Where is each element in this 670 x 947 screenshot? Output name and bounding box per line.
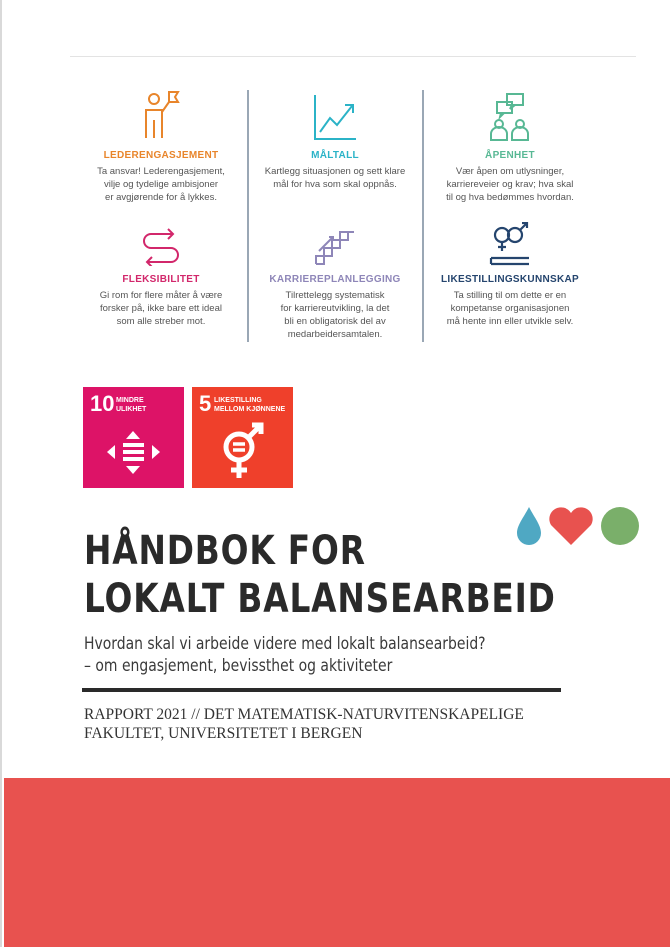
- value-title: ÅPENHET: [485, 150, 535, 161]
- career-stairs-icon: [313, 224, 357, 266]
- value-title: MÅLTALL: [311, 150, 359, 161]
- value-description: Kartlegg situasjonen og sett klare mål for hva som skal oppnås.: [264, 166, 406, 190]
- value-title: FLEKSIBILITET: [122, 274, 200, 285]
- column-divider: [247, 90, 249, 342]
- value-description: Tilrettelegg systematisk for karriereutvikling, la det bli en obligatorisk del av medarbeidersamtalen.: [280, 290, 390, 340]
- circle-icon: [601, 507, 639, 545]
- value-title: LEDERENGASJEMENT: [103, 150, 219, 161]
- value-title: LIKESTILLINGSKUNNSKAP: [441, 274, 579, 285]
- leader-flag-icon: [141, 90, 181, 142]
- sdg-tile-10: [83, 387, 184, 488]
- value-description: Ta stilling til om dette er en kompetanse organisasjonen må hente inn eller utvikle selv.: [446, 290, 574, 327]
- value-description: Vær åpen om utlysninger, karriereveier og krav; hva skal til og hva bedømmes hvordan.: [446, 166, 574, 203]
- title-divider: [82, 688, 561, 692]
- value-description: Ta ansvar! Lederengasjement, vilje og tydelige ambisjoner er avgjørende for å lykkes.: [97, 166, 225, 203]
- sdg-label: MINDRE ULIKHET: [116, 397, 147, 413]
- document-title: HÅNDBOK FOR LOKALT BALANSEARBEID: [84, 528, 556, 622]
- conversation-people-icon: [487, 92, 533, 142]
- heart-icon: [549, 507, 592, 545]
- value-title: KARRIEREPLANLEGGING: [269, 274, 401, 285]
- footer-band: [4, 778, 670, 947]
- trend-chart-icon: [312, 92, 358, 142]
- value-karriereplanlegging: [250, 224, 420, 341]
- sdg-tile-5: [192, 387, 293, 488]
- sdg-number: 5: [199, 391, 212, 416]
- value-lederengasjement: [76, 90, 246, 204]
- top-divider: [70, 56, 636, 57]
- sdg-label: LIKESTILLING MELLOM KJØNNENE: [214, 397, 286, 413]
- value-likestillingskunnskap: [425, 222, 595, 328]
- gender-book-icon: [487, 222, 533, 266]
- column-divider: [422, 90, 424, 342]
- value-apenhet: [425, 92, 595, 204]
- value-fleksibilitet: [76, 226, 246, 328]
- document-subtitle: Hvordan skal vi arbeide videre med lokalt balansearbeid? – om engasjement, bevissthet og aktiviteter: [84, 634, 486, 676]
- report-info: RAPPORT 2021 // DET MATEMATISK-NATURVITENSKAPELIGE FAKULTET, UNIVERSITETET I BERGEN: [84, 706, 524, 742]
- flex-arrows-icon: [141, 226, 181, 266]
- sdg-number: 10: [90, 391, 115, 416]
- value-maltall: [250, 92, 420, 191]
- value-description: Gi rom for flere måter å være forsker på, ikke bare ett ideal som alle streber mot.: [99, 290, 223, 327]
